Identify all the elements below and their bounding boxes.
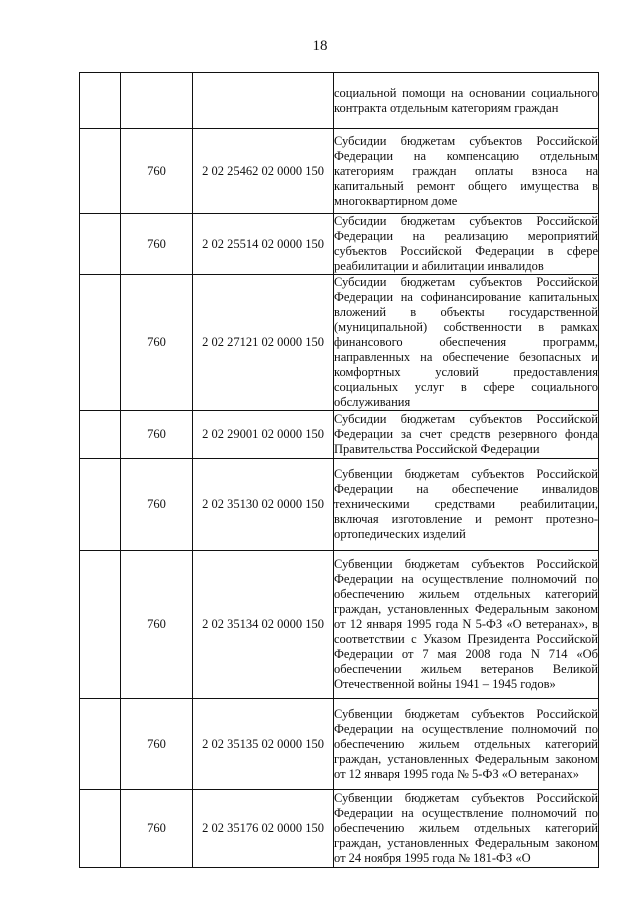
table-row: [80, 790, 599, 868]
table-row: [80, 275, 599, 411]
budget-code-cell: 2 02 35134 02 0000 150: [193, 551, 334, 699]
description-cell: Субсидии бюджетам субъектов Российской Федерации на софинансирование капитальных вложений в объекты государственной (муниципальной) собственности в рамках финансового обеспечения программ, направленных на обеспечение безопасных и комфортных условий предоставления социальных услуг в сфере социального обслуживания: [334, 275, 598, 409]
admin-code-cell: [121, 73, 193, 129]
table-row: [80, 129, 599, 214]
table-row: [80, 551, 599, 699]
admin-code-cell: 760: [121, 699, 193, 790]
budget-code-cell: 2 02 35135 02 0000 150: [193, 699, 334, 790]
budget-code-cell: 2 02 35176 02 0000 150: [193, 790, 334, 868]
empty-cell: [80, 73, 121, 129]
description-cell: социальной помощи на основании социального контракта отдельным категориям граждан: [334, 73, 599, 129]
empty-cell: [80, 459, 121, 551]
table-row: [80, 73, 599, 129]
admin-code-cell: 760: [121, 459, 193, 551]
empty-cell: [80, 275, 121, 411]
admin-code-cell: 760: [121, 411, 193, 459]
admin-code-cell: 760: [121, 790, 193, 868]
budget-code-cell: 2 02 27121 02 0000 150: [193, 275, 334, 411]
page-number: 18: [312, 38, 328, 54]
description-cell: Субсидии бюджетам субъектов Российской Федерации на компенсацию отдельным категориям граждан оплаты взноса на капитальный ремонт общего имущества в многоквартирном доме: [334, 129, 599, 214]
admin-code-cell: 760: [121, 551, 193, 699]
description-cell: Субсидии бюджетам субъектов Российской Федерации на реализацию мероприятий субъектов Российской Федерации в сфере реабилитации и абилитации инвалидов: [334, 214, 598, 273]
empty-cell: [80, 129, 121, 214]
empty-cell: [80, 411, 121, 459]
description-cell: Субвенции бюджетам субъектов Российской Федерации на осуществление полномочий по обеспечению жильем отдельных категорий граждан, установленных Федеральным законом от 12 января 1995 года № 5-ФЗ «О ветеранах»: [334, 699, 599, 790]
budget-code-cell: 2 02 29001 02 0000 150: [193, 411, 334, 459]
budget-code-cell: 2 02 25462 02 0000 150: [193, 129, 334, 214]
admin-code-cell: 760: [121, 129, 193, 214]
table-row: [80, 214, 599, 275]
empty-cell: [80, 214, 121, 275]
description-cell: Субвенции бюджетам субъектов Российской Федерации на осуществление полномочий по обеспечению жильем отдельных категорий граждан, установленных Федеральным законом от 12 января 1995 года N 5-ФЗ «О ветеранах», в соответствии с Указом Президента Российской Федерации от 7 мая 2008 года N 714 «Об обеспечении жильем ветеранов Великой Отечественной войны 1941 – 1945 годов»: [334, 551, 599, 699]
budget-code-cell: 2 02 25514 02 0000 150: [193, 214, 334, 275]
admin-code-cell: 760: [121, 214, 193, 275]
empty-cell: [80, 790, 121, 868]
budget-code-cell: 2 02 35130 02 0000 150: [193, 459, 334, 551]
empty-cell: [80, 699, 121, 790]
admin-code-cell: 760: [121, 275, 193, 411]
table-row: [80, 459, 599, 551]
table-row: [80, 699, 599, 790]
description-cell: Субвенции бюджетам субъектов Российской Федерации на осуществление полномочий по обеспечению жильем отдельных категорий граждан, установленных Федеральным законом от 24 ноября 1995 года № 181-ФЗ «О: [334, 790, 599, 868]
description-cell: Субсидии бюджетам субъектов Российской Федерации за счет средств резервного фонда Правительства Российской Федерации: [334, 411, 599, 459]
description-cell: Субвенции бюджетам субъектов Российской Федерации на обеспечение инвалидов техническими средствами реабилитации, включая изготовление и ремонт протезно-ортопедических изделий: [334, 459, 599, 551]
empty-cell: [80, 551, 121, 699]
table-row: [80, 411, 599, 459]
budget-classification-table: [79, 72, 599, 868]
budget-code-cell: [193, 73, 334, 129]
